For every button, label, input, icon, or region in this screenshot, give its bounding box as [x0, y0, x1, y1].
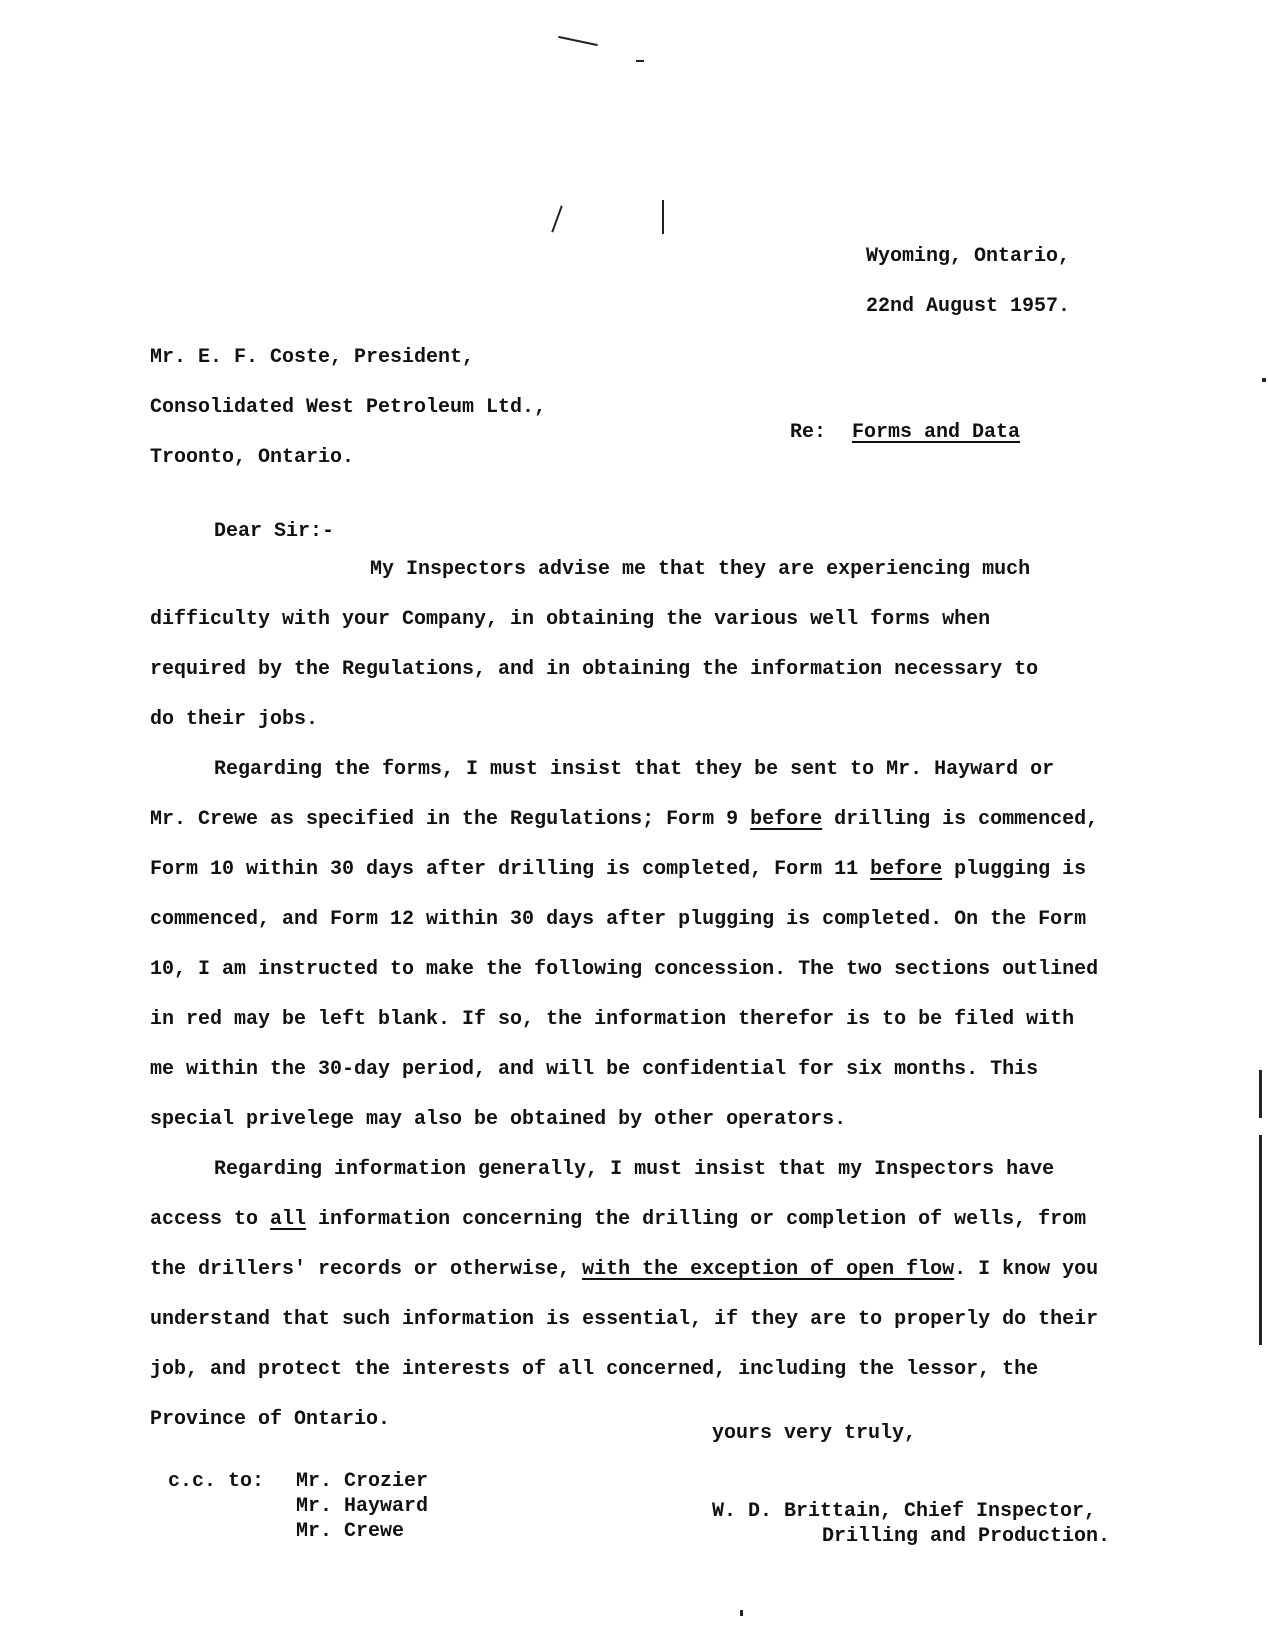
- paragraph-3-line: Regarding information generally, I must insist that my Inspectors have: [214, 1158, 1055, 1181]
- scan-mark-slash: [551, 206, 562, 233]
- paragraph-2-line: Regarding the forms, I must insist that they be sent to Mr. Hayward or: [214, 758, 1055, 781]
- signature-name: W. D. Brittain, Chief Inspector,: [712, 1500, 1097, 1523]
- re-subject: Forms and Data: [852, 421, 1021, 444]
- emphasis-before-plugging: before: [870, 858, 943, 881]
- paragraph-3-text: . I know you: [954, 1258, 1099, 1281]
- paragraph-3-text: the drillers' records or otherwise,: [150, 1258, 583, 1281]
- paragraph-1-line: My Inspectors advise me that they are experiencing much: [370, 558, 1031, 581]
- paragraph-2-line: special privelege may also be obtained by other operators.: [150, 1108, 847, 1131]
- paragraph-2-line: [150, 795, 1140, 845]
- emphasis-before-drilling: before: [750, 808, 823, 831]
- scan-mark-edge-1: [1259, 1070, 1262, 1118]
- paragraph-3-line: [150, 1245, 1140, 1295]
- paragraph-3-text: access to: [150, 1208, 271, 1231]
- paragraph-2-text: drilling is commenced,: [822, 808, 1099, 831]
- cc-name-1: Mr. Crozier: [296, 1470, 429, 1493]
- letter-date: 22nd August 1957.: [866, 295, 1071, 318]
- paragraph-1-line: do their jobs.: [150, 708, 319, 731]
- paragraph-1-line: difficulty with your Company, in obtaining the various well forms when: [150, 608, 991, 631]
- paragraph-3-line: [150, 1195, 1140, 1245]
- paragraph-2: [150, 745, 1140, 1145]
- salutation: Dear Sir:-: [214, 520, 335, 543]
- paragraph-2-text: plugging is: [942, 858, 1087, 881]
- paragraph-2-text: Form 10 within 30 days after drilling is completed, Form 11: [150, 858, 871, 881]
- cc-label: c.c. to:: [168, 1470, 265, 1493]
- paragraph-3: [150, 1145, 1140, 1445]
- paragraph-2-line: in red may be left blank. If so, the information therefor is to be filed with: [150, 1008, 1075, 1031]
- recipient-name: Mr. E. F. Coste, President,: [150, 346, 475, 369]
- cc-name-2: Mr. Hayward: [296, 1495, 429, 1518]
- scan-mark-edge-2: [1259, 1135, 1262, 1345]
- letter-place: Wyoming, Ontario,: [866, 245, 1071, 268]
- signature-title: Drilling and Production.: [822, 1525, 1111, 1548]
- paragraph-2-line: commenced, and Form 12 within 30 days after plugging is completed. On the Form: [150, 908, 1087, 931]
- scan-mark-bottom: [740, 1610, 743, 1616]
- paragraph-1-line: required by the Regulations, and in obtaining the information necessary to: [150, 658, 1039, 681]
- scan-mark-dot: [636, 60, 644, 62]
- cc-name-3: Mr. Crewe: [296, 1520, 405, 1543]
- paragraph-3-line: Province of Ontario.: [150, 1408, 391, 1431]
- re-label: Re:: [790, 421, 827, 444]
- paragraph-3-line: job, and protect the interests of all concerned, including the lessor, the: [150, 1358, 1039, 1381]
- scan-mark-tick: [662, 200, 664, 234]
- emphasis-exception: with the exception of open flow: [582, 1258, 955, 1281]
- scan-mark-top: [558, 36, 598, 46]
- scan-mark-edge-3: [1262, 378, 1266, 382]
- paragraph-3-line: understand that such information is essential, if they are to properly do their: [150, 1308, 1099, 1331]
- closing: yours very truly,: [712, 1422, 917, 1445]
- paragraph-2-line: [150, 845, 1140, 895]
- paragraph-2-text: Mr. Crewe as specified in the Regulations; Form 9: [150, 808, 751, 831]
- emphasis-all: all: [270, 1208, 307, 1231]
- recipient-company: Consolidated West Petroleum Ltd.,: [150, 396, 547, 419]
- paragraph-2-line: me within the 30-day period, and will be confidential for six months. This: [150, 1058, 1039, 1081]
- recipient-city: Troonto, Ontario.: [150, 446, 355, 469]
- paragraph-3-text: information concerning the drilling or completion of wells, from: [306, 1208, 1087, 1231]
- paragraph-2-line: 10, I am instructed to make the following concession. The two sections outlined: [150, 958, 1099, 981]
- paragraph-1: [150, 545, 1140, 745]
